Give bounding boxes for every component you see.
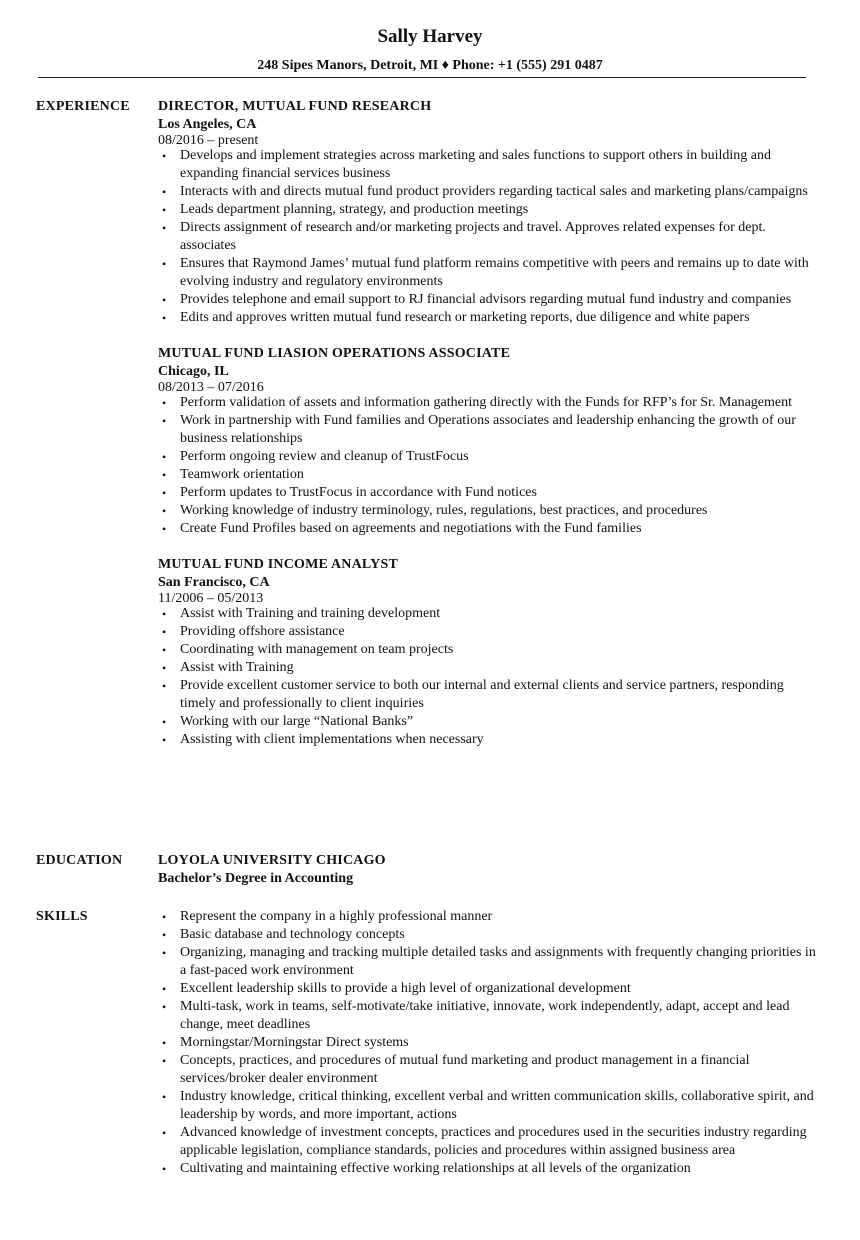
skills-label: SKILLS	[36, 909, 88, 924]
skill-item: • Morningstar/Morningstar Direct systems	[158, 1034, 818, 1052]
header-divider	[38, 77, 806, 78]
skill-item: • Concepts, practices, and procedures of mutual fund marketing and product management in a financial services/broker dealer environment	[158, 1052, 818, 1088]
job-entry	[158, 556, 818, 749]
job-bullet: • Ensures that Raymond James’ mutual fund platform remains competitive with peers and remains up to date with evolving industry and regulatory environments	[158, 255, 818, 291]
job-entry	[158, 345, 818, 538]
skill-item: • Multi-task, work in teams, self-motivate/take initiative, innovate, work independently, adapt, accept and lead change, meet deadlines	[158, 998, 818, 1034]
job-bullet: • Edits and approves written mutual fund research or marketing reports, due diligence and white papers	[158, 309, 818, 327]
job-dates: 11/2006 – 05/2013	[158, 591, 264, 606]
job-title: MUTUAL FUND LIASION OPERATIONS ASSOCIATE	[158, 346, 511, 361]
skill-item: • Cultivating and maintaining effective working relationships at all levels of the organization	[158, 1160, 818, 1178]
job-bullet: • Leads department planning, strategy, and production meetings	[158, 201, 818, 219]
skills-list	[158, 908, 818, 1178]
job-bullet: • Interacts with and directs mutual fund product providers regarding tactical sales and marketing plans/campaigns	[158, 183, 818, 201]
job-bullet: • Assisting with client implementations when necessary	[158, 731, 818, 749]
skill-item: • Excellent leadership skills to provide a high level of organizational development	[158, 980, 818, 998]
job-location: San Francisco, CA	[158, 575, 270, 590]
job-bullet: • Providing offshore assistance	[158, 623, 818, 641]
job-bullet: • Directs assignment of research and/or marketing projects and travel. Approves related expenses for dept. associates	[158, 219, 818, 255]
skill-item: • Basic database and technology concepts	[158, 926, 818, 944]
resume-header	[0, 0, 860, 74]
degree: Bachelor’s Degree in Accounting	[158, 871, 354, 886]
job-bullet: • Perform validation of assets and information gathering directly with the Funds for RFP’s for Sr. Management	[158, 394, 818, 412]
job-title: DIRECTOR, MUTUAL FUND RESEARCH	[158, 99, 432, 114]
skill-item: • Represent the company in a highly professional manner	[158, 908, 818, 926]
education-body	[158, 852, 818, 888]
job-entry	[158, 98, 818, 327]
job-bullet: • Create Fund Profiles based on agreements and negotiations with the Fund families	[158, 520, 818, 538]
job-bullet: • Working with our large “National Banks”	[158, 713, 818, 731]
job-location: Chicago, IL	[158, 364, 229, 379]
job-dates: 08/2016 – present	[158, 133, 259, 148]
contact-line: 248 Sipes Manors, Detroit, MI ♦ Phone: +1 (555) 291 0487	[257, 58, 603, 73]
job-title: MUTUAL FUND INCOME ANALYST	[158, 557, 398, 572]
job-bullet: • Working knowledge of industry terminology, rules, regulations, best practices, and procedures	[158, 502, 818, 520]
skill-item: • Industry knowledge, critical thinking, excellent verbal and written communication skills, collaborative spirit, and leadership by words, and more important, actions	[158, 1088, 818, 1124]
job-bullet: • Coordinating with management on team projects	[158, 641, 818, 659]
job-bullet: • Provides telephone and email support to RJ financial advisors regarding mutual fund industry and companies	[158, 291, 818, 309]
skills-body	[158, 908, 818, 1178]
job-bullets	[158, 605, 818, 749]
school-name: LOYOLA UNIVERSITY CHICAGO	[158, 853, 386, 868]
job-bullets	[158, 394, 818, 538]
experience-body	[158, 98, 818, 767]
candidate-name: Sally Harvey	[377, 26, 483, 47]
job-bullets	[158, 147, 818, 327]
job-bullet: • Teamwork orientation	[158, 466, 818, 484]
job-bullet: • Perform updates to TrustFocus in accordance with Fund notices	[158, 484, 818, 502]
job-bullet: • Assist with Training and training development	[158, 605, 818, 623]
job-bullet: • Perform ongoing review and cleanup of TrustFocus	[158, 448, 818, 466]
job-dates: 08/2013 – 07/2016	[158, 380, 264, 395]
experience-label: EXPERIENCE	[36, 99, 130, 114]
job-location: Los Angeles, CA	[158, 117, 257, 132]
job-bullet: • Assist with Training	[158, 659, 818, 677]
job-bullet: • Develops and implement strategies across marketing and sales functions to support others in building and expanding financial services business	[158, 147, 818, 183]
job-bullet: • Work in partnership with Fund families and Operations associates and leadership enhancing the growth of our business relationships	[158, 412, 818, 448]
skill-item: • Organizing, managing and tracking multiple detailed tasks and assignments with frequently changing priorities in a fast-paced work environment	[158, 944, 818, 980]
education-label: EDUCATION	[36, 853, 123, 868]
job-bullet: • Provide excellent customer service to both our internal and external clients and service partners, responding timely and professionally to client inquiries	[158, 677, 818, 713]
skill-item: • Advanced knowledge of investment concepts, practices and procedures used in the securities industry regarding applicable legislation, compliance standards, policies and procedures within assigned business area	[158, 1124, 818, 1160]
